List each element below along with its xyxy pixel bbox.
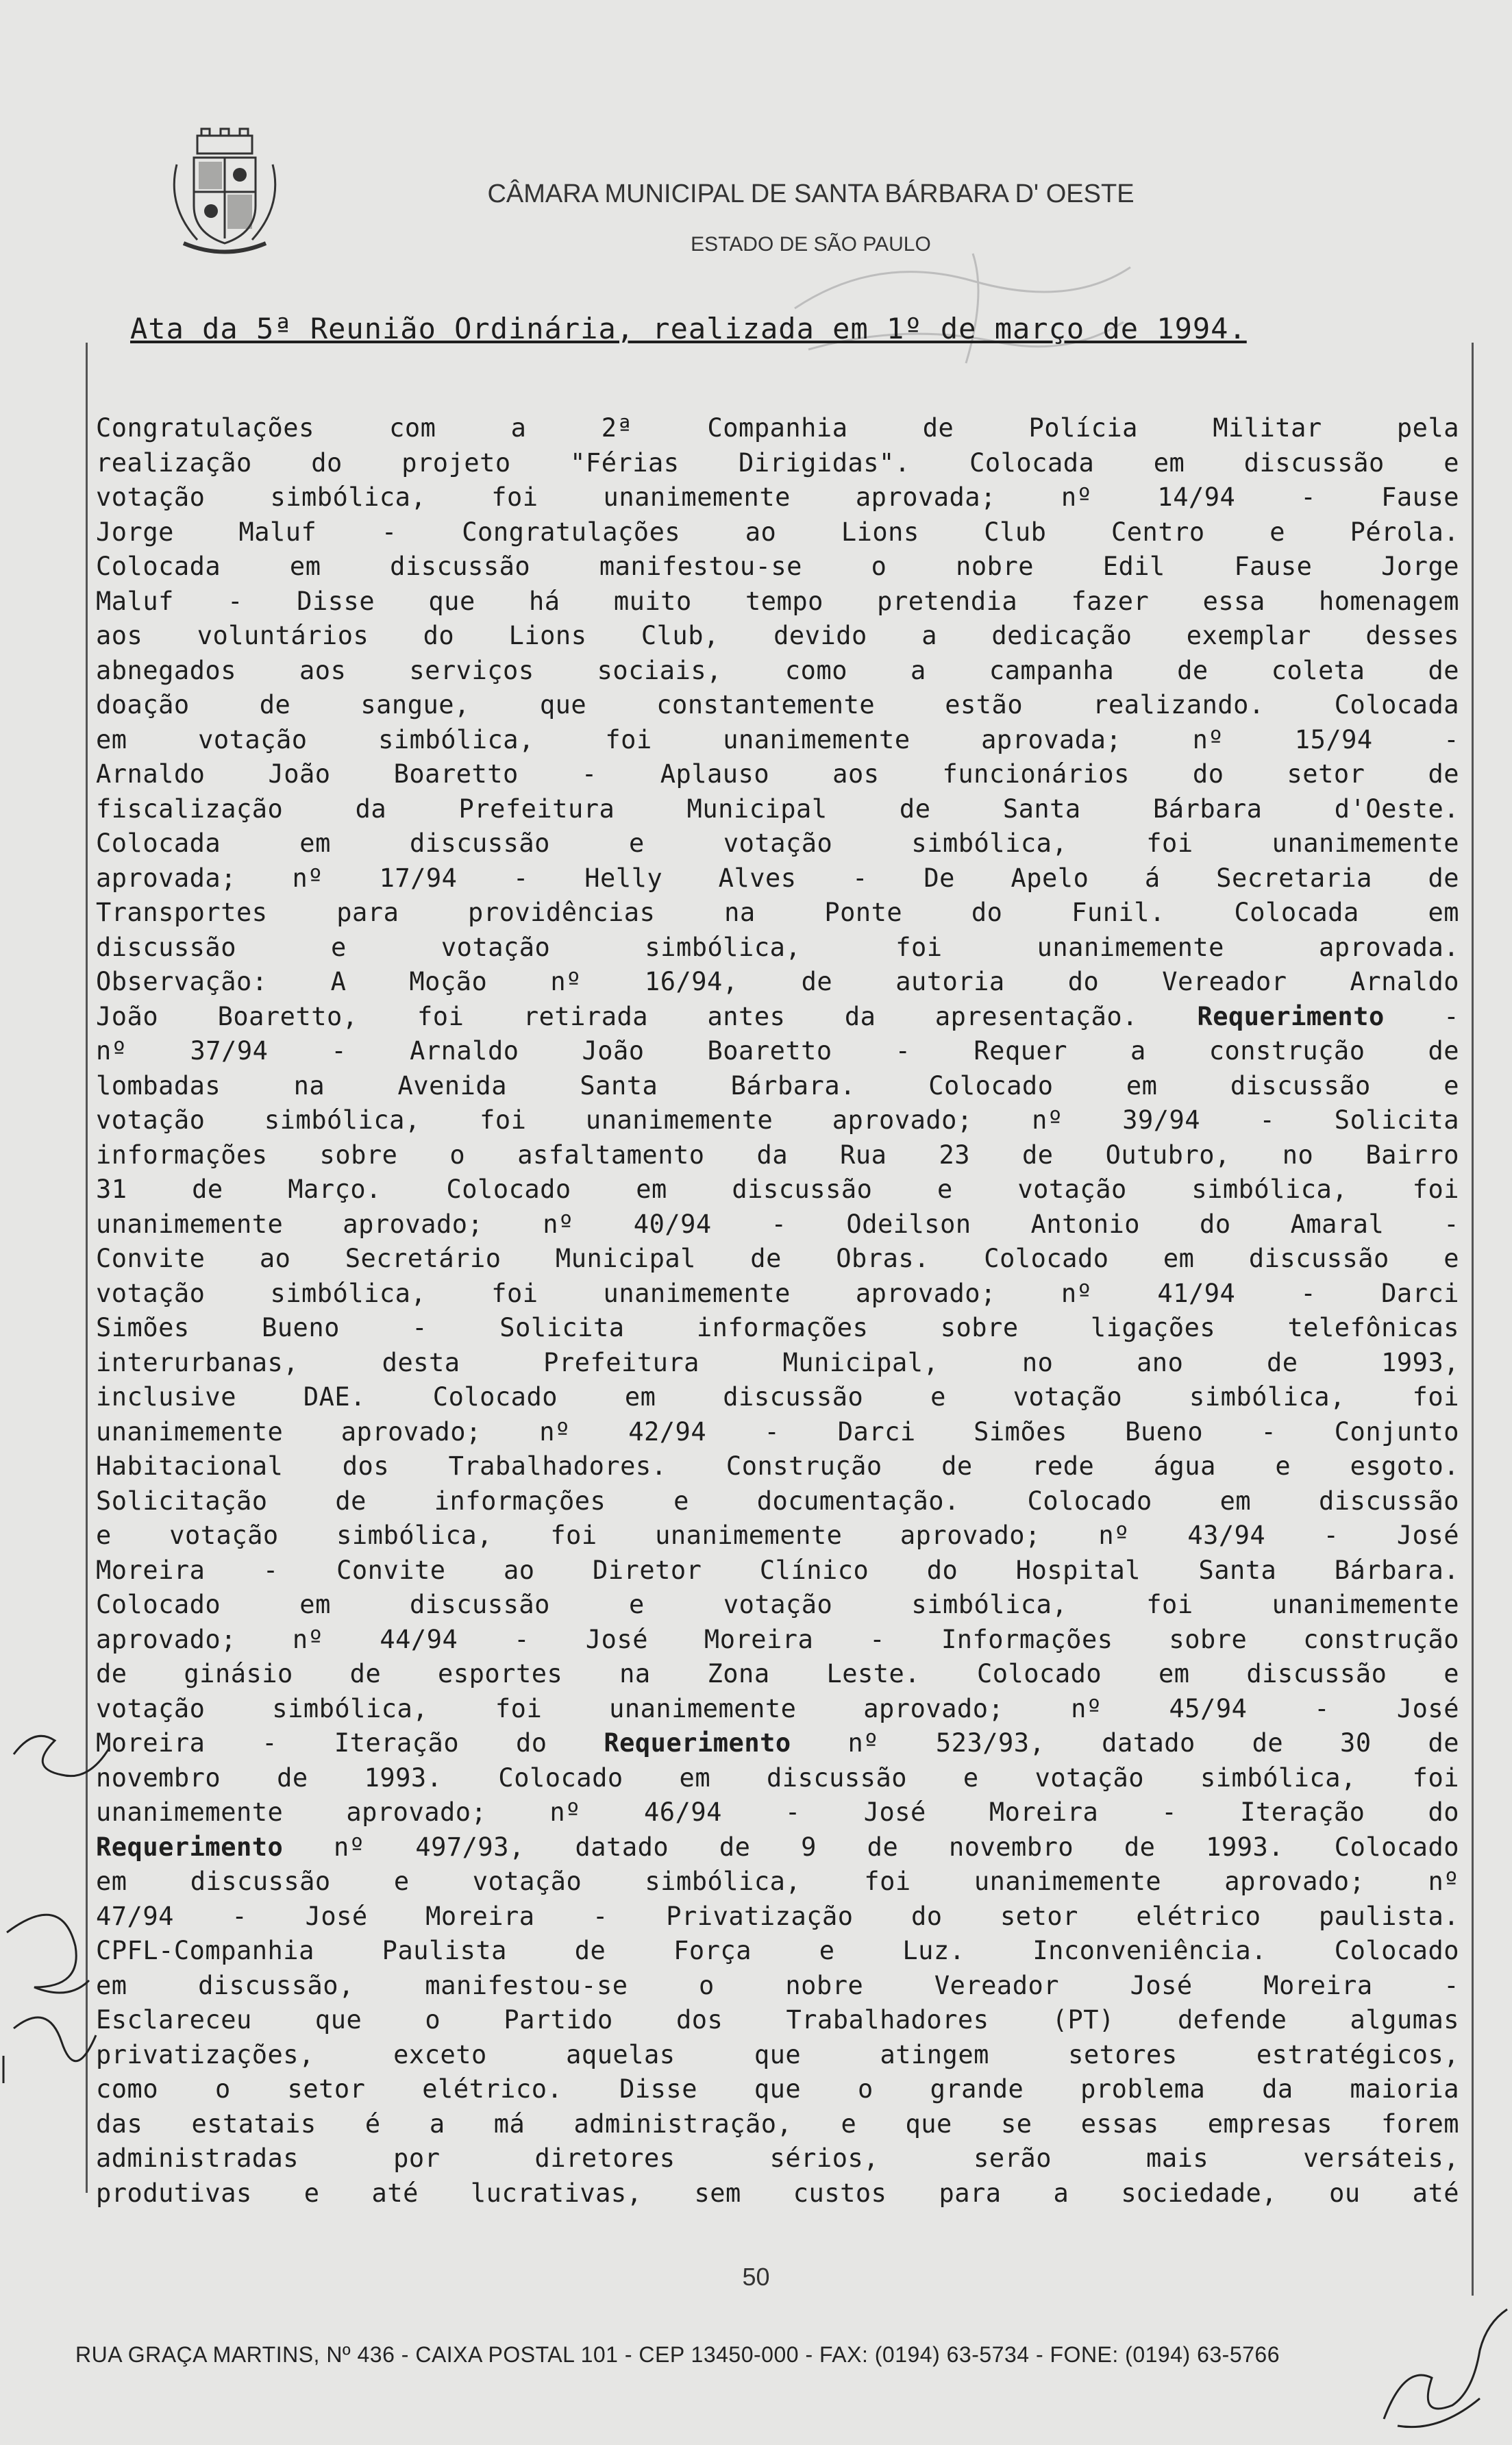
text-line: Moreira - Convite ao Diretor Clínico do Hospital Santa Bárbara.: [96, 1555, 1459, 1585]
text-line: em discussão e votação simbólica, foi unanimemente aprovado; nº: [96, 1867, 1459, 1896]
text-line: em votação simbólica, foi unanimemente aprovada; nº 15/94 -: [96, 724, 1459, 754]
institution-name: CÂMARA MUNICIPAL DE SANTA BÁRBARA D' OESTE: [487, 180, 1135, 208]
requerimento-heading: Requerimento: [1197, 1001, 1385, 1031]
text-line: Habitacional dos Trabalhadores. Construção de rede água e esgoto.: [96, 1451, 1459, 1481]
text-line: como o setor elétrico. Disse que o grande problema da maioria: [96, 2074, 1459, 2104]
text-line: discussão e votação simbólica, foi unanimemente aprovada.: [96, 932, 1459, 962]
text-line: Transportes para providências na Ponte do Funil. Colocada em: [96, 898, 1459, 927]
text-line: votação simbólica, foi unanimemente aprovado; nº 41/94 - Darci: [96, 1278, 1459, 1308]
text-line: Congratulações com a 2ª Companhia de Polícia Militar pela: [96, 413, 1459, 443]
text-line: de ginásio de esportes na Zona Leste. Colocado em discussão e: [96, 1659, 1459, 1688]
minutes-title: Ata da 5ª Reunião Ordinária, realizada em 1º de março de 1994.: [130, 312, 1247, 345]
state-name: ESTADO DE SÃO PAULO: [691, 233, 931, 256]
text-line: aos voluntários do Lions Club, devido a dedicação exemplar desses: [96, 621, 1459, 650]
text-line: em discussão, manifestou-se o nobre Vereador José Moreira -: [96, 1970, 1459, 2000]
margin-signature: [0, 1672, 116, 2097]
text-line: fiscalização da Prefeitura Municipal de Santa Bárbara d'Oeste.: [96, 794, 1459, 824]
text-line: nº 37/94 - Arnaldo João Boaretto - Requer a construção de: [96, 1036, 1459, 1066]
minutes-body: [96, 411, 1459, 2211]
text-line: Solicitação de informações e documentação. Colocado em discussão: [96, 1486, 1459, 1516]
requerimento-heading: Requerimento: [604, 1728, 791, 1758]
footer-address: RUA GRAÇA MARTINS, Nº 436 - CAIXA POSTAL 101 - CEP 13450-000 - FAX: (0194) 63-5734 - FONE: (0194) 63-5766: [75, 2342, 1280, 2367]
text-line: doação de sangue, que constantemente estão realizando. Colocada: [96, 690, 1459, 720]
text-line: João Boaretto, foi retirada antes da apresentação. Requerimento -: [96, 1001, 1459, 1031]
text-line: realização do projeto "Férias Dirigidas". Colocada em discussão e: [96, 447, 1459, 478]
text-line: unanimemente aprovado; nº 42/94 - Darci Simões Bueno - Conjunto: [96, 1416, 1459, 1447]
text-line: abnegados aos serviços sociais, como a campanha de coleta de: [96, 655, 1459, 685]
text-line: privatizações, exceto aquelas que atingem setores estratégicos,: [96, 2039, 1459, 2069]
text-line: novembro de 1993. Colocado em discussão e votação simbólica, foi: [96, 1762, 1459, 1793]
text-line: Colocada em discussão manifestou-se o nobre Edil Fause Jorge: [96, 552, 1459, 581]
text-line: votação simbólica, foi unanimemente aprovado; nº 39/94 - Solicita: [96, 1105, 1459, 1135]
text-line: Simões Bueno - Solicita informações sobre ligações telefônicas: [96, 1313, 1459, 1342]
text-line: votação simbólica, foi unanimemente aprovada; nº 14/94 - Fause: [96, 482, 1459, 512]
text-line: 31 de Março. Colocado em discussão e votação simbólica, foi: [96, 1175, 1459, 1204]
text-line: CPFL-Companhia Paulista de Força e Luz. Inconveniência. Colocado: [96, 1936, 1459, 1965]
text-line: Jorge Maluf - Congratulações ao Lions Club Centro e Pérola.: [96, 517, 1459, 547]
text-line: Convite ao Secretário Municipal de Obras. Colocado em discussão e: [96, 1244, 1459, 1273]
text-line: Colocado em discussão e votação simbólica, foi unanimemente: [96, 1590, 1459, 1619]
text-line: unanimemente aprovado; nº 40/94 - Odeilson Antonio do Amaral -: [96, 1209, 1459, 1239]
text-line: interurbanas, desta Prefeitura Municipal, no ano de 1993,: [96, 1347, 1459, 1377]
text-line: 47/94 - José Moreira - Privatização do setor elétrico paulista.: [96, 1901, 1459, 1931]
text-line: das estatais é a má administração, e que se essas empresas forem: [96, 2109, 1459, 2139]
text-line: e votação simbólica, foi unanimemente aprovado; nº 43/94 - José: [96, 1521, 1459, 1550]
text-line: Colocada em discussão e votação simbólica, foi unanimemente: [96, 828, 1459, 858]
text-line: Observação: A Moção nº 16/94, de autoria do Vereador Arnaldo: [96, 967, 1459, 996]
text-line: Arnaldo João Boaretto - Aplauso aos funcionários do setor de: [96, 759, 1459, 789]
page-number: 50: [742, 2263, 770, 2291]
right-margin-rule: [1472, 343, 1474, 2296]
text-line: unanimemente aprovado; nº 46/94 - José Moreira - Iteração do: [96, 1797, 1459, 1827]
text-line: administradas por diretores sérios, serão mais versáteis,: [96, 2143, 1459, 2173]
text-line: lombadas na Avenida Santa Bárbara. Colocado em discussão e: [96, 1070, 1459, 1101]
text-line: votação simbólica, foi unanimemente aprovado; nº 45/94 - José: [96, 1693, 1459, 1723]
text-line: inclusive DAE. Colocado em discussão e votação simbólica, foi: [96, 1382, 1459, 1412]
text-line: Esclareceu que o Partido dos Trabalhadores (PT) defende algumas: [96, 2005, 1459, 2035]
text-line: Requerimento nº 497/93, datado de 9 de novembro de 1993. Colocado: [96, 1832, 1459, 1862]
requerimento-heading: Requerimento: [96, 1832, 284, 1862]
text-line: aprovado; nº 44/94 - José Moreira - Informações sobre construção: [96, 1624, 1459, 1654]
text-line: informações sobre o asfaltamento da Rua 23 de Outubro, no Bairro: [96, 1140, 1459, 1170]
text-line: produtivas e até lucrativas, sem custos para a sociedade, ou até: [96, 2178, 1459, 2208]
text-line: aprovada; nº 17/94 - Helly Alves - De Apelo á Secretaria de: [96, 863, 1459, 893]
text-line: Maluf - Disse que há muito tempo pretendia fazer essa homenagem: [96, 586, 1459, 616]
text-line: Moreira - Iteração do Requerimento nº 523/93, datado de 30 de: [96, 1728, 1459, 1758]
